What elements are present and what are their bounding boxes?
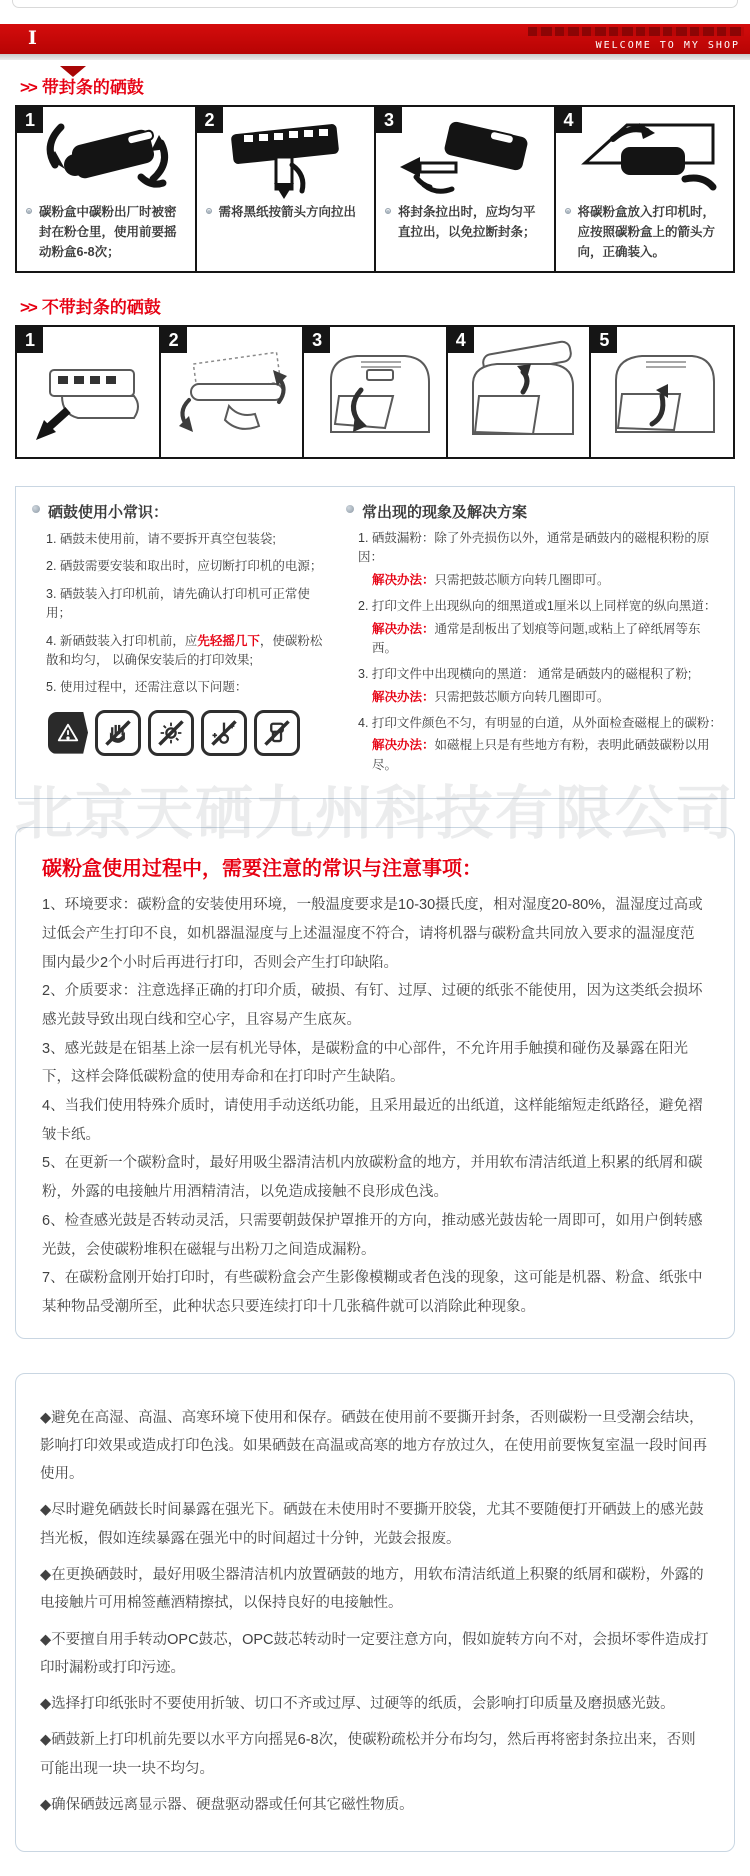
banner-shadow: [0, 54, 750, 60]
usage-tip: 2. 硒鼓需要安装和取出时，应切断打印机的电源；: [46, 559, 323, 574]
insert-cartridge-illustration: [556, 107, 734, 199]
unsealed-step-panel: [17, 327, 161, 457]
bullet-dot-icon: [206, 208, 212, 214]
bullet-dot-icon: [32, 505, 40, 513]
sealed-steps-strip: [15, 105, 735, 273]
troubleshooting-item: [346, 665, 722, 707]
step-caption: 碳粉盒中碳粉出厂时被密封在粉仓里，使用前要摇动粉盒6-8次；: [17, 199, 195, 271]
step-number-badge: 2: [161, 327, 187, 353]
usage-tip: 3. 硒鼓装入打印机前，请先确认打印机可正常使用；: [46, 586, 310, 621]
pull-black-paper-illustration: [197, 107, 375, 199]
usage-tip: 4. 新硒鼓装入打印机前，应先轻摇几下，使碳粉松散和均匀， 以确保安装后的打印效果;: [46, 633, 323, 667]
solution-label: 解决办法：: [372, 621, 435, 636]
step-caption: 将封条拉出时，应均匀平直拉出，以免拉断封条；: [376, 199, 554, 251]
notice-item: 5、在更新一个碳粉盒时，最好用吸尘器清洁机内放碳粉盒的地方，并用软布清洁纸道上积累的纸屑和碳粉，外露的电接触片用酒精清洁，以免造成接触不良形成色浅。: [42, 1155, 703, 1201]
section-heading-sealed: [20, 73, 750, 98]
heading-marker: >>: [20, 78, 36, 97]
heading-marker: >>: [20, 298, 36, 317]
notice-item: 4、当我们使用特殊介质时，请使用手动送纸功能，且采用最近的出纸道，这样能缩短走纸路径，避免褶皱卡纸。: [42, 1098, 703, 1143]
care-item: ◆不要擅自用手转动OPC鼓芯，OPC鼓芯转动时一定要注意方向，假如旋转方向不对，会损坏零件造成打印时漏粉或打印污迹。: [40, 1631, 709, 1676]
step-caption: 将碳粉盒放入打印机时，应按照碳粉盒上的箭头方向，正确装入。: [556, 199, 734, 271]
problem-text: 1. 硒鼓漏粉：除了外壳损伤以外，通常是硒鼓内的磁棍积粉的原因：: [358, 531, 710, 565]
bullet-dot-icon: [385, 208, 391, 214]
usage-tip: 1. 硒鼓未使用前，请不要拆开真空包装袋;: [46, 532, 276, 546]
notice-item: 7、在碳粉盒刚开始打印时，有些碳粉盒会产生影像模糊或者色浅的现象，这可能是机器、粉盒、纸张中某种物品受潮所至，此种状态只要连续打印十几张稿件就可以消除此种现象。: [42, 1270, 703, 1315]
company-watermark: 北京天硒九州科技有限公司: [14, 781, 735, 846]
troubleshooting-item: [346, 714, 722, 775]
care-item: ◆尽时避免硒鼓长时间暴露在强光下。硒鼓在未使用时不要撕开胶袋，尤其不要随便打开硒鼓上的感光鼓挡光板，假如连续暴露在强光中的时间超过十分钟，光鼓会报废。: [40, 1502, 704, 1547]
usage-tips-title: 硒鼓使用小常识：: [32, 501, 332, 522]
problem-text: 3. 打印文件中出现横向的黑道： 通常是硒鼓内的磁棍积了粉;: [358, 667, 692, 682]
no-touch-icon: [95, 710, 141, 756]
unsealed-step-panel: [161, 327, 305, 457]
step-number-badge: 3: [304, 327, 330, 353]
solution-text: 通常是刮板出了划痕等问题,或粘上了碎纸屑等东西。: [372, 621, 701, 655]
step-caption: 需将黑纸按箭头方向拉出: [197, 199, 375, 231]
care-item: ◆确保硒鼓远离显示器、硬盘驱动器或任何其它磁性物质。: [40, 1796, 414, 1813]
banner-left-mark: I: [28, 27, 37, 49]
troubleshooting-item: [346, 529, 722, 590]
problem-text: 4. 打印文件颜色不匀，有明显的白道，从外面检查磁棍上的碳粉：: [358, 716, 722, 730]
bullet-dot-icon: [26, 208, 32, 214]
previous-box-bottom-edge: [12, 0, 738, 8]
section-heading-unsealed: [20, 293, 750, 318]
troubleshooting-title: 常出现的现象及解决方案: [346, 501, 722, 522]
warning-triangle-icon: [48, 712, 88, 754]
solution-text: 只需把鼓芯顺方向转几圈即可。: [434, 572, 610, 587]
banner-decoration: [528, 27, 744, 36]
heading-label: 不带封条的硒鼓: [41, 298, 161, 317]
usage-tip: 5. 使用过程中，还需注意以下问题：: [46, 680, 248, 695]
warning-icons-row: [48, 710, 332, 756]
unsealed-steps-strip: [15, 325, 735, 459]
notice-item: 1、环境要求：碳粉盒的安装使用环境，一般温度要求是10-30摄氏度，相对湿度20-80%，温湿度过高或过低会产生打印不良，如机器温湿度与上述温湿度不符合，请将机器与碳粉盒共同放入要求的温湿度范围内最少2个小时后再进行打印，否则会产生打印缺陷。: [42, 897, 703, 971]
cartridge-shake-illustration: [17, 107, 195, 199]
unsealed-step-panel: [448, 327, 592, 457]
step-number-badge: 4: [448, 327, 474, 353]
solution-text: 只需把鼓芯顺方向转几圈即可。: [434, 689, 610, 704]
sealed-step-panel: [556, 107, 734, 271]
solution-label: 解决办法：: [372, 572, 435, 587]
care-item: ◆硒鼓新上打印机前先要以水平方向摇晃6-8次，使碳粉疏松并分布均匀，然后再将密封条拉出来，否则可能出现一块一块不均匀。: [40, 1732, 696, 1777]
notice-item: 2、介质要求：注意选择正确的打印介质，破损、有钉、过厚、过硬的纸张不能使用，因为这类纸会损坏感光鼓导致出现白线和空心字，且容易产生底灰。: [42, 983, 703, 1028]
bullet-dot-icon: [346, 505, 354, 513]
step-number-badge: 1: [17, 107, 43, 133]
unsealed-step-panel: [591, 327, 733, 457]
notice-box: [15, 827, 735, 1339]
care-item: ◆选择打印纸张时不要使用折皱、切口不齐或过厚、过硬等的纸质，会影响打印质量及磨损感光鼓。: [40, 1696, 675, 1713]
usage-tips-column: [16, 501, 338, 782]
heading-label: 带封条的硒鼓: [41, 78, 144, 97]
sealed-step-panel: [17, 107, 197, 271]
troubleshooting-column: [338, 501, 734, 782]
no-temperature-icon: [201, 710, 247, 756]
sealed-step-panel: [197, 107, 377, 271]
sealed-step-panel: [376, 107, 556, 271]
step-number-badge: 1: [17, 327, 43, 353]
step-number-badge: 5: [591, 327, 617, 353]
step-number-badge: 2: [197, 107, 223, 133]
care-item: ◆避免在高湿、高温、高寒环境下使用和保存。硒鼓在使用前不要撕开封条，否则碳粉一旦受潮会结块，影响打印效果或造成打印色浅。如果硒鼓在高温或高寒的地方存放过久，在使用前要恢复室温一段时间再使用。: [40, 1409, 707, 1483]
notice-item: 6、检查感光鼓是否转动灵活，只需要朝鼓保护罩推开的方向，推动感光鼓齿轮一周即可，如用户倒转感光鼓，会使碳粉堆积在磁辊与出粉刀之间造成漏粉。: [42, 1212, 703, 1258]
shop-banner: [0, 24, 750, 54]
care-item: ◆在更换硒鼓时，最好用吸尘器清洁机内放置硒鼓的地方，用软布清洁纸道上积聚的纸屑和碳粉，外露的电接触片可用棉签蘸酒精擦拭，以保持良好的电接触性。: [40, 1567, 704, 1612]
no-sunlight-icon: [148, 710, 194, 756]
bullet-dot-icon: [565, 208, 571, 214]
troubleshooting-item: [346, 597, 722, 658]
step-number-badge: 3: [376, 107, 402, 133]
tips-box: [15, 486, 735, 799]
care-box: [15, 1373, 735, 1852]
no-tilt-icon: [254, 710, 300, 756]
problem-text: 2. 打印文件上出现纵向的细黑道或1厘米以上同样宽的纵向黑道：: [358, 599, 717, 614]
notice-item: 3、感光鼓是在铝基上涂一层有机光导体，是碳粉盒的中心部件，不允许用手触摸和碰伤及暴露在阳光下，这样会降低碳粉盒的使用寿命和在打印时产生缺陷。: [42, 1040, 689, 1086]
solution-label: 解决办法：: [372, 689, 435, 704]
unsealed-step-panel: [304, 327, 448, 457]
notice-title: 碳粉盒使用过程中，需要注意的常识与注意事项：: [42, 858, 482, 881]
solution-label: 解决办法：: [372, 738, 435, 753]
step-number-badge: 4: [556, 107, 582, 133]
banner-pointer-triangle: [60, 66, 86, 77]
pull-seal-illustration: [376, 107, 554, 199]
highlight-text: 先轻摇几下: [197, 633, 260, 648]
solution-text: 如磁棍上只是有些地方有粉，表明此硒鼓碳粉以用尽。: [372, 738, 710, 772]
banner-welcome-text: WELCOME TO MY SHOP: [595, 40, 740, 51]
